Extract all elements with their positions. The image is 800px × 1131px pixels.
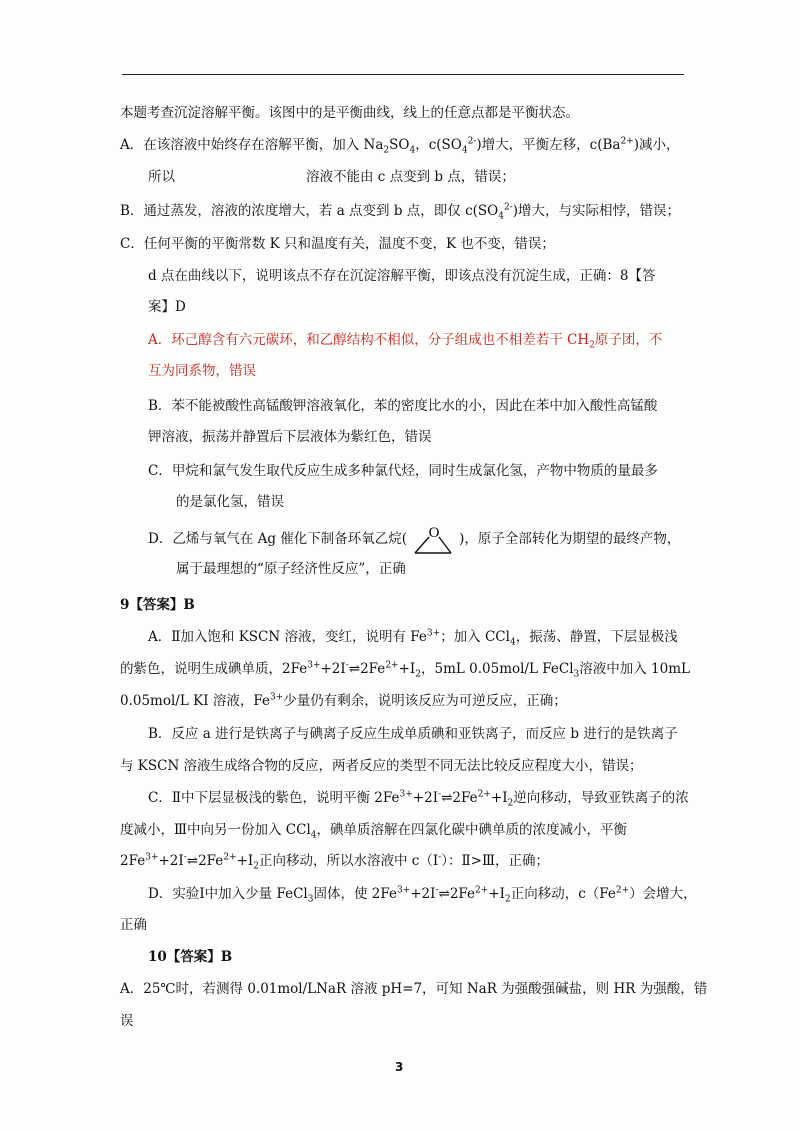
q9-option-c-line2: 度减小，Ⅲ中向另一份加入 CCl$_4$，碘单质溶解在四氯化碳中碘单质的浓度减小，平衡 bbox=[120, 822, 628, 841]
q9-option-b-line1: B．反应 a 进行是铁离子与碘离子反应生成单质碘和亚铁离子，而反应 b 进行的是铁离子 bbox=[148, 726, 678, 742]
q7-option-c: C．任何平衡的平衡常数 K 只和温度有关，温度不变，K 也不变，错误； bbox=[120, 236, 555, 252]
q10-option-a-line1: A．25℃时，若测得 0.01mol/LNaR 溶液 pH=7，可知 NaR 为强酸强碱盐，则 HR 为强酸，错 bbox=[120, 981, 708, 997]
q7-option-d-line2: 案】D bbox=[148, 299, 186, 315]
header-rule bbox=[122, 74, 684, 75]
q7-option-a-line2-start: 所以 bbox=[148, 169, 175, 185]
q8-option-b-line1: B．苯不能被酸性高锰酸钾溶液氧化，苯的密度比水的小，因此在苯中加入酸性高锰酸 bbox=[148, 398, 658, 414]
q8-option-c-line1: C．甲烷和氯气发生取代反应生成多种氯代烃，同时生成氯化氢，产物中物质的量最多 bbox=[148, 463, 658, 479]
epoxide-oxygen-label: O bbox=[428, 524, 440, 541]
q9-option-a-line3: 0.05mol/L KI 溶液，$Fe^{3+}$少量仍有剩余，说明该反应为可逆反应，正确； bbox=[120, 692, 567, 709]
q9-option-d-line2: 正确 bbox=[120, 917, 147, 933]
q8-option-a-line2: 互为同系物，错误 bbox=[148, 363, 256, 379]
q8-option-d-line1: D．乙烯与氧气在 Ag 催化下制备环氧乙烷( O )，原子全部转化为期望的最终产物， bbox=[148, 522, 680, 557]
intro-line: 本题考查沉淀溶解平衡。该图中的是平衡曲线，线上的任意点都是平衡状态。 bbox=[120, 105, 579, 121]
epoxide-structure-icon bbox=[409, 523, 457, 557]
q7-option-a-line2-end: 溶液不能由 c 点变到 b 点，错误； bbox=[306, 169, 515, 185]
q9-option-c-line3: $2Fe^{3+}+2I^-\rightleftharpoons 2Fe^{2+}+I_2$正向移动，所以水溶液中 c（I-）：Ⅱ>Ⅲ，正确； bbox=[120, 852, 549, 872]
q9-option-a-line2: 的紫色，说明生成碘单质，$2Fe^{3+}+2I^-\rightleftharpoons 2Fe^{2+}+I_2$，5mL 0.05mol/L FeCl$_3$溶液中加入 10mL bbox=[120, 660, 690, 680]
q9-answer-heading: 9【答案】B bbox=[120, 597, 195, 613]
q7-option-b: B．通过蒸发，溶液的浓度增大，若 a 点变到 b 点，即仅 $c(SO_4^{2-})$增大，与实际相悖，错误； bbox=[120, 202, 681, 222]
q9-option-a-line1: A．Ⅱ加入饱和 KSCN 溶液，变红，说明有 $Fe^{3+}$；加入 CCl$_4$，振荡、静置，下层显极浅 bbox=[148, 628, 678, 648]
page-number: 3 bbox=[395, 1060, 404, 1074]
q10-option-a-line2: 误 bbox=[120, 1013, 134, 1029]
q7-option-d-line1: d 点在曲线以下，说明该点不存在沉淀溶解平衡，即该点没有沉淀生成，正确：8【答 bbox=[148, 268, 656, 284]
q8-option-c-line2: 的是氯化氢，错误 bbox=[176, 494, 284, 510]
q8-option-d-line2: 属于最理想的“原子经济性反应”，正确 bbox=[176, 561, 406, 577]
q9-option-d-line1: D．实验Ⅰ中加入少量 FeCl$_3$固体，使 $2Fe^{3+}+2I^-\rightleftharpoons 2Fe^{2+}+I_2$正向移动，$c(Fe^{2+})$会增大， bbox=[148, 885, 697, 905]
q9-option-c-line1: C．Ⅱ中下层显极浅的紫色，说明平衡 $2Fe^{3+}+2I^-\rightleftharpoons 2Fe^{2+}+I_2$逆向移动，导致亚铁离子的浓 bbox=[148, 789, 689, 809]
q8-option-a-line1: A．环己醇含有六元碳环，和乙醇结构不相似，分子组成也不相差若干 $CH_2$原子团，不 bbox=[148, 332, 663, 351]
q8-option-b-line2: 钾溶液，振荡并静置后下层液体为紫红色，错误 bbox=[148, 429, 432, 445]
q7-option-a-line1: A．在该溶液中始终存在溶解平衡，加入 $Na_2SO_4$，$c(SO_4^{2-})$增大，平衡左移，$c(Ba^{2+})$减小， bbox=[120, 136, 680, 156]
q10-answer-heading: 10【答案】B bbox=[148, 949, 233, 965]
q9-option-b-line2: 与 KSCN 溶液生成络合物的反应，两者反应的类型不同无法比较反应程度大小，错误； bbox=[120, 758, 643, 774]
